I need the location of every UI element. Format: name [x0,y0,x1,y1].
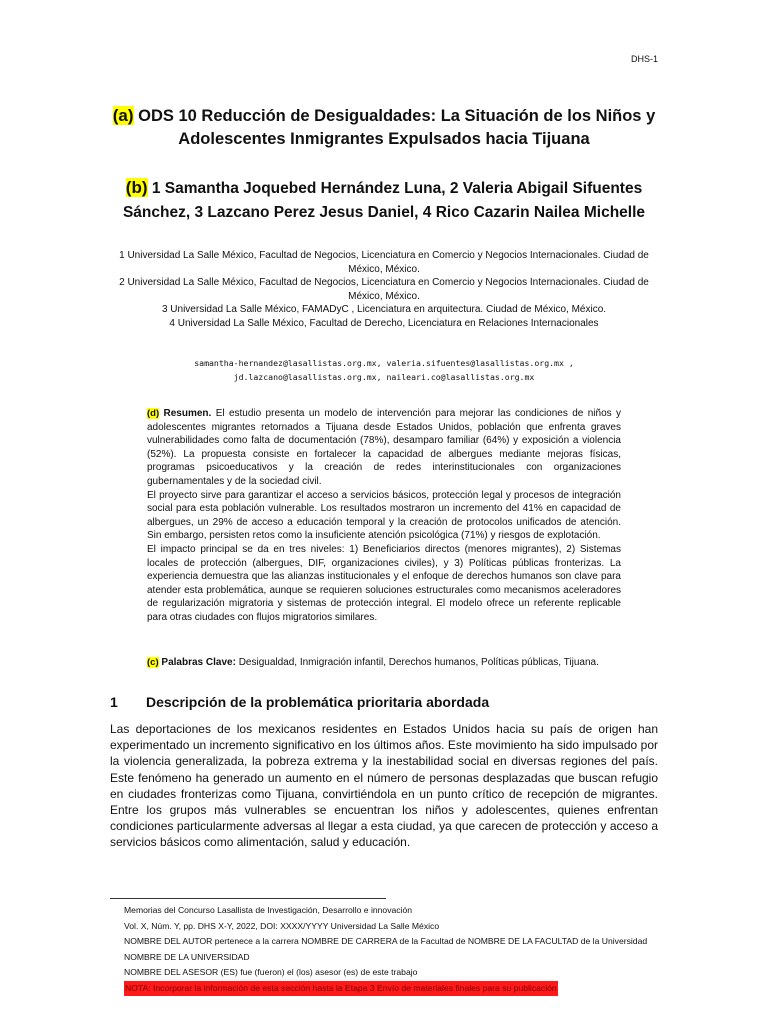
footnote-line: Memorias del Concurso Lasallista de Investigación, Desarrollo e innovación [124,905,413,915]
footnote-divider [110,898,386,899]
emails-line-1: samantha-hernandez@lasallistas.org.mx, valeria.sifuentes@lasallistas.org.mx , [194,358,574,368]
abstract-paragraph-1: El estudio presenta un modelo de intervención para mejorar las condiciones de niños y adolescentes migrantes retornados a Tijuana desde Estados Unidos, población que enfrenta graves vulnerabilidades como falta de documentación (78%), desamparo familiar (64%) y exposición a violencia (52%). La propuesta consiste en fortalecer la capacidad de albergues mediante mejoras físicas, programas psicoeducativos y la creación de redes interinstitucionales con organizaciones gubernamentales y de la sociedad civil. [147,408,621,487]
section-title: Descripción de la problemática prioritaria abordada [146,694,490,710]
keywords-text: Desigualdad, Inmigración infantil, Derechos humanos, Políticas públicas, Tijuana. [238,657,599,668]
footnote-line: Vol. X, Núm. Y, pp. DHS X-Y, 2022, DOI: XXXX/YYYY Universidad La Salle México [124,920,440,931]
keywords [147,656,621,670]
affiliation-3: 3 Universidad La Salle México, FAMADyC , Licenciatura en arquitectura. Ciudad de México, México. [161,304,607,315]
section-heading [110,694,489,710]
footnote-line: NOMBRE DE LA UNIVERSIDAD [124,951,250,962]
author-list [110,176,658,225]
footnotes [124,903,664,996]
abstract-label: Resumen. [163,408,212,419]
footnote-line: NOMBRE DEL AUTOR pertenece a la carrera NOMBRE DE CARRERA de la Facultad de NOMBRE DE LA FACULTAD de la Universidad [124,936,648,946]
affiliation-1: 1 Universidad La Salle México, Facultad de Negocios, Licenciatura en Comercio y Negocios Internacionales. Ciudad de México, México. [119,250,649,275]
footnote-line: NOMBRE DEL ASESOR (ES) fue (fueron) el (los) asesor (es) de este trabajo [124,967,418,977]
abstract-paragraph-2: El proyecto sirve para garantizar el acceso a servicios básicos, protección legal y procesos de integración social para esta población vulnerable. Los resultados mostraron un incremento del 41% en capacidad de albergues, un 29% de acceso a educación temporal y la creación de protocolos unificados de atención. Sin embargo, persisten retos como la insuficiente atención psicológica (71%) y riesgos de explotación. [147,489,621,542]
title-tag: (a) [112,106,134,125]
footnote-note: NOTA: Incorporar la información de esta sección hasta la Etapa 3 Envío de materiales finales para su publicación [124,981,558,997]
authors-line-1: 1 Samantha Joquebed Hernández Luna, 2 Valeria Abigail Sifuentes [151,180,643,197]
abstract [147,407,621,625]
section-number: 1 [110,694,118,710]
affiliation-4: 4 Universidad La Salle México, Facultad de Derecho, Licenciatura en Relaciones Internacionales [169,317,599,329]
title-line-2: Adolescentes Inmigrantes Expulsados hacia Tijuana [178,130,590,148]
author-emails [110,356,658,384]
paper-title [110,104,658,151]
section-body: Las deportaciones de los mexicanos residentes en Estados Unidos hacia su país de origen han experimentado un incremento significativo en los últimos años. Este movimiento ha sido impulsado por la violencia generalizada, la pobreza extrema y la inestabilidad social en diversas regiones del país. Este fenómeno ha generado un aumento en el número de personas desplazadas que buscan refugio en ciudades fronterizas como Tijuana, convirtiéndola en un punto crítico de recepción de migrantes. Entre los grupos más vulnerables se encuentran los niños y adolescentes, quienes enfrentan condiciones particularmente adversas al llegar a esta ciudad, ya que carecen de protección y acceso a servicios básicos como alimentación, salud y educación. [110,722,658,850]
emails-line-2: jd.lazcano@lasallistas.org.mx, naileari.co@lasallistas.org.mx [233,372,535,382]
keywords-label: Palabras Clave: [161,657,236,668]
keywords-tag: (c) [147,657,159,668]
page-identifier: DHS-1 [630,54,658,64]
abstract-paragraph-3: El impacto principal se da en tres niveles: 1) Beneficiarios directos (menores migrantes), 2) Sistemas locales de protección (albergues, DIF, organizaciones civiles), y 3) Políticas públicas fronterizas. La experiencia demuestra que las alianzas institucionales y el enfoque de derechos humanos son clave para atender esta problemática, aunque se requieren soluciones estructurales como mecanismos aceleradores de regularización migratoria y sistemas de protección integral. El modelo ofrece un referente replicable para otras ciudades con flujos migratorios similares. [147,543,621,623]
title-line-1: ODS 10 Reducción de Desigualdades: La Situación de los Niños y [138,107,656,125]
authors-tag: (b) [125,178,148,197]
authors-line-2: Sánchez, 3 Lazcano Perez Jesus Daniel, 4 Rico Cazarin Nailea Michelle [122,204,646,221]
affiliation-2: 2 Universidad La Salle México, Facultad de Negocios, Licenciatura en Comercio y Negocios Internacionales. Ciudad de México, México. [119,277,649,302]
abstract-tag: (d) [147,408,160,419]
affiliations [110,249,658,330]
